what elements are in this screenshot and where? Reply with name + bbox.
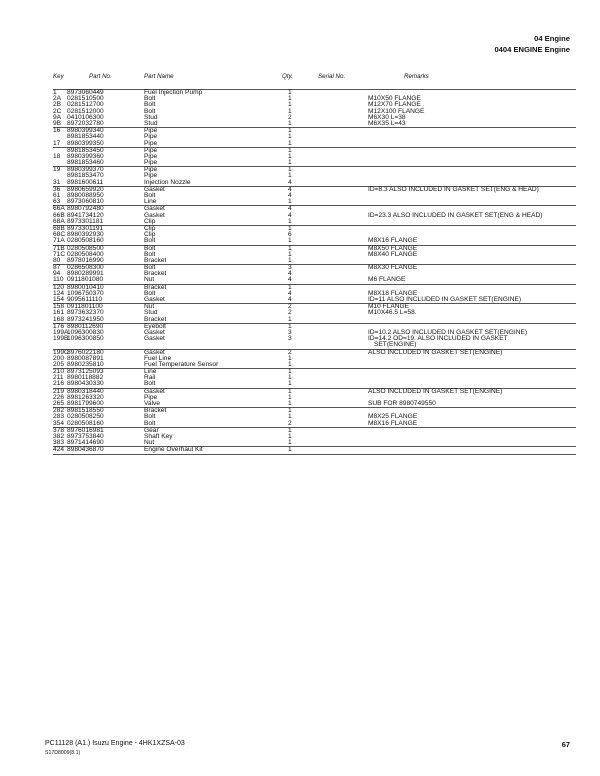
part-number-cell: 8980112690 xyxy=(67,322,104,330)
part-name-cell: Nut xyxy=(144,439,155,447)
part-name-cell: Bolt xyxy=(144,419,156,427)
part-number-cell: 8973241950 xyxy=(67,315,104,323)
qty-cell: 1 xyxy=(288,217,292,225)
part-number-cell: 8980235810 xyxy=(67,360,104,368)
part-name-cell: Fuel Line xyxy=(144,354,172,362)
part-name-cell: Bolt xyxy=(144,101,156,109)
part-number-cell: 0410106300 xyxy=(67,113,104,121)
key-cell: 16 xyxy=(53,127,61,135)
key-cell: 211 xyxy=(53,374,64,382)
part-name-cell: Pipe xyxy=(144,172,158,180)
key-cell: 154 xyxy=(53,296,65,303)
key-cell: 199C xyxy=(53,348,69,356)
part-number-cell: 8980118882 xyxy=(67,374,104,382)
table-row xyxy=(53,342,576,348)
footer-code: S17D8009(8.1) xyxy=(45,750,81,756)
key-cell: 2B xyxy=(53,101,62,109)
qty-cell: 1 xyxy=(288,374,292,382)
qty-cell: 4 xyxy=(288,192,292,199)
key-cell: 63 xyxy=(53,198,61,206)
part-name-cell: Fuel Temperature Sensor xyxy=(144,360,219,368)
key-cell: 2A xyxy=(53,95,62,103)
key-cell: 382 xyxy=(53,432,65,440)
key-cell: 19 xyxy=(53,166,61,174)
part-name-cell: Clip xyxy=(144,231,156,239)
qty-cell: 1 xyxy=(288,237,292,245)
remarks-cell: M8X16 FLANGE xyxy=(368,237,418,245)
qty-cell: 1 xyxy=(288,139,292,147)
qty-cell: 2 xyxy=(288,309,292,317)
key-cell: 87 xyxy=(53,264,61,272)
table-row xyxy=(53,141,576,147)
table-row xyxy=(53,297,576,303)
part-name-cell: Bolt xyxy=(144,413,156,421)
remarks-cell: M8X30 FLANGE xyxy=(368,264,418,272)
part-number-cell: 8980659920 xyxy=(67,185,104,193)
part-group xyxy=(53,245,576,265)
part-number-cell: 8980399370 xyxy=(67,166,104,174)
qty-cell: 1 xyxy=(288,107,292,115)
part-number-cell: 0281510500 xyxy=(67,95,104,103)
part-name-cell: Gasket xyxy=(144,335,165,343)
part-name-cell: Nut xyxy=(144,276,155,284)
qty-cell: 4 xyxy=(288,289,292,297)
part-name-cell: Fuel Injection Pump xyxy=(144,89,203,96)
key-cell: 424 xyxy=(53,446,65,454)
part-name-cell: Gasket xyxy=(144,328,165,336)
qty-cell: 1 xyxy=(288,244,292,252)
table-row xyxy=(53,219,576,225)
key-cell: 68A xyxy=(53,217,65,225)
part-number-cell: 8978016990 xyxy=(67,256,104,264)
qty-cell: 4 xyxy=(288,296,292,303)
part-name-cell: Gasket xyxy=(144,348,165,356)
key-cell: 31 xyxy=(53,178,61,186)
part-number-cell: 8980088950 xyxy=(67,192,104,199)
part-number-cell: 8980289991 xyxy=(67,270,104,278)
part-group xyxy=(53,368,576,388)
part-number-cell: 8973125093 xyxy=(67,368,104,376)
qty-cell: 3 xyxy=(288,264,292,272)
qty-cell: 4 xyxy=(288,270,292,278)
qty-cell: 4 xyxy=(288,185,292,193)
remarks-cell: ID=10.2 ALSO INCLUDED IN GASKET SET(ENGINE) xyxy=(368,328,528,336)
part-name-cell: Gasket xyxy=(144,296,165,303)
part-name-cell: Injection Nozzle xyxy=(144,178,191,186)
part-name-cell: Stud xyxy=(144,119,158,127)
part-number-cell: 1096750370 xyxy=(67,289,104,297)
part-number-cell: 1096300850 xyxy=(67,335,104,343)
key-cell: 80 xyxy=(53,256,61,264)
key-cell: 199A xyxy=(53,328,69,336)
key-cell: 265 xyxy=(53,400,65,407)
table-row xyxy=(53,121,576,127)
remarks-cell: M8X18 FLANGE xyxy=(368,289,418,297)
part-number-cell: 8941734120 xyxy=(67,211,104,219)
table-row xyxy=(53,362,576,368)
remarks-cell: M12X100 FLANGE xyxy=(368,107,425,115)
part-number-cell: 0280508500 xyxy=(67,244,104,252)
part-number-cell: 8980087891 xyxy=(67,354,104,362)
part-name-cell: Bolt xyxy=(144,237,156,245)
part-group xyxy=(53,427,576,447)
key-cell: 17 xyxy=(53,139,61,147)
key-cell: 9B xyxy=(53,119,62,127)
part-name-cell: Pipe xyxy=(144,146,158,154)
part-name-cell: Bolt xyxy=(144,192,156,199)
part-number-cell: 8973753840 xyxy=(67,432,104,440)
part-name-cell: Bolt xyxy=(144,264,156,272)
table-row xyxy=(53,277,576,283)
part-group xyxy=(53,407,576,427)
table-row xyxy=(53,401,576,407)
part-number-cell: 8981853470 xyxy=(67,172,104,180)
part-name-cell: Clip xyxy=(144,217,156,225)
part-name-cell: Bracket xyxy=(144,315,167,323)
qty-cell: 1 xyxy=(288,101,292,109)
part-name-cell: Pipe xyxy=(144,393,158,401)
remarks-cell: M10X50 FLANGE xyxy=(368,95,421,103)
part-name-cell: Gasket xyxy=(144,387,165,395)
part-number-cell: 8980792480 xyxy=(67,205,104,213)
part-name-cell: Pipe xyxy=(144,127,158,135)
key-cell: 71A xyxy=(53,237,65,245)
col-serial-header: Serial No. xyxy=(318,73,346,80)
part-number-cell: 8980392930 xyxy=(67,231,104,239)
part-group xyxy=(53,349,576,369)
qty-cell: 1 xyxy=(288,198,292,206)
part-number-cell: 8981799600 xyxy=(67,400,104,407)
part-name-cell: Engine Overhaul Kit xyxy=(144,446,203,454)
qty-cell: 4 xyxy=(288,205,292,213)
col-key-header: Key xyxy=(53,73,64,80)
part-number-cell: 8980010410 xyxy=(67,283,104,291)
part-number-cell: 8981518550 xyxy=(67,407,104,415)
part-name-cell: Stud xyxy=(144,113,158,121)
part-group xyxy=(53,205,576,225)
part-number-cell: 8981600611 xyxy=(67,178,104,186)
part-name-cell: Valve xyxy=(144,400,161,407)
part-number-cell: 0286508300 xyxy=(67,264,104,272)
key-cell: 205 xyxy=(53,360,65,368)
part-name-cell: Pipe xyxy=(144,159,158,167)
qty-cell: 1 xyxy=(288,250,292,258)
part-number-cell: 8973301191 xyxy=(67,224,104,232)
key-cell: 2C xyxy=(53,107,62,115)
part-number-cell: 8972032780 xyxy=(67,119,104,127)
qty-cell: 2 xyxy=(288,303,292,311)
qty-cell: 1 xyxy=(288,446,292,454)
qty-cell: 3 xyxy=(288,335,292,343)
part-name-cell: Bolt xyxy=(144,250,156,258)
table-row xyxy=(53,447,576,453)
part-name-cell: Pipe xyxy=(144,133,158,141)
key-cell: 71C xyxy=(53,250,66,258)
qty-cell: 1 xyxy=(288,146,292,154)
part-name-cell: Line xyxy=(144,368,157,376)
qty-cell: 4 xyxy=(288,178,292,186)
part-name-cell: Shaft Key xyxy=(144,432,173,440)
key-cell: 354 xyxy=(53,419,65,427)
key-cell: 66B xyxy=(53,211,65,219)
part-group xyxy=(53,127,576,147)
key-cell: 216 xyxy=(53,380,65,388)
qty-cell: 1 xyxy=(288,127,292,135)
key-cell: 68B xyxy=(53,224,65,232)
qty-cell: 1 xyxy=(288,432,292,440)
qty-cell: 1 xyxy=(288,315,292,323)
key-cell: 61 xyxy=(53,192,61,199)
qty-cell: 1 xyxy=(288,368,292,376)
part-name-cell: Bracket xyxy=(144,270,167,278)
col-qty-header: Qty. xyxy=(282,73,293,80)
table-row xyxy=(53,421,576,427)
qty-cell: 1 xyxy=(288,393,292,401)
parts-table xyxy=(53,89,576,455)
table-row xyxy=(53,199,576,205)
part-name-cell: Stud xyxy=(144,309,158,317)
qty-cell: 4 xyxy=(288,276,292,284)
qty-cell: 1 xyxy=(288,354,292,362)
remarks-cell: M12X70 FLANGE xyxy=(368,101,421,109)
qty-cell: 1 xyxy=(288,224,292,232)
remarks-cell: ALSO INCLUDED IN GASKET SET(ENGINE) xyxy=(368,348,503,356)
part-name-cell: Bolt xyxy=(144,107,156,115)
part-number-cell: 0911801080 xyxy=(67,276,104,284)
remarks-cell: M8X16 FLANGE xyxy=(368,419,418,427)
qty-cell: 1 xyxy=(288,387,292,395)
remarks-cell: M6X30 L=38 xyxy=(368,113,406,121)
table-row xyxy=(53,381,576,387)
key-cell: 161 xyxy=(53,309,65,317)
key-cell: 158 xyxy=(53,303,65,311)
qty-cell: 4 xyxy=(288,211,292,219)
part-name-cell: Eyebolt xyxy=(144,322,166,330)
part-group xyxy=(53,303,576,323)
part-name-cell: Nut xyxy=(144,303,155,311)
part-group xyxy=(53,446,576,454)
part-group xyxy=(53,264,576,284)
remarks-cell: M10X46.5 L=58. xyxy=(368,309,417,317)
qty-cell: 1 xyxy=(288,119,292,127)
part-group xyxy=(53,284,576,304)
part-number-cell: 8981853450 xyxy=(67,146,104,154)
col-part-no-header: Part No. xyxy=(89,73,112,80)
key-cell: 36 xyxy=(53,185,61,193)
qty-cell: 1 xyxy=(288,172,292,180)
part-number-cell: 8981853460 xyxy=(67,159,104,167)
key-cell: 199B xyxy=(53,335,69,343)
remarks-cell: SET(ENGINE) xyxy=(374,341,417,349)
qty-cell: 1 xyxy=(288,413,292,421)
part-name-cell: Bracket xyxy=(144,256,167,264)
key-cell: 283 xyxy=(53,413,65,421)
group-title: 0404 ENGINE Engine xyxy=(494,45,570,54)
remarks-cell: M8X50 FLANGE xyxy=(368,244,418,252)
qty-cell: 2 xyxy=(288,348,292,356)
remarks-cell: M10 FLANGE xyxy=(368,303,410,311)
key-cell: 94 xyxy=(53,270,61,278)
part-group xyxy=(53,89,576,127)
page-number: 67 xyxy=(561,740,570,749)
part-name-cell: Bracket xyxy=(144,407,167,415)
remarks-cell: ID=14.2 OD=19. ALSO INCLUDED IN GASKET xyxy=(368,335,508,343)
key-cell: 210 xyxy=(53,368,65,376)
part-group xyxy=(53,147,576,167)
key-cell: 120 xyxy=(53,283,65,291)
part-name-cell: Bracket xyxy=(144,283,167,291)
section-title: 04 Engine xyxy=(534,34,570,43)
part-number-cell: 8980399350 xyxy=(67,139,104,147)
part-number-cell: 8980436870 xyxy=(67,446,104,454)
key-cell: 110 xyxy=(53,276,64,284)
col-part-name-header: Part Name xyxy=(144,73,174,80)
part-name-cell: Gear xyxy=(144,426,159,434)
part-name-cell: Line xyxy=(144,198,157,206)
qty-cell: 1 xyxy=(288,95,292,103)
qty-cell: 1 xyxy=(288,400,292,407)
key-cell: 68C xyxy=(53,231,66,239)
part-name-cell: Gasket xyxy=(144,185,165,193)
part-name-cell: Bolt xyxy=(144,380,156,388)
remarks-cell: M6X35 L=43 xyxy=(368,119,406,127)
qty-cell: 2 xyxy=(288,419,292,427)
part-group xyxy=(53,166,576,186)
key-cell: 200 xyxy=(53,354,65,362)
remarks-cell: ID=11 ALSO INCLUDED IN GASKET SET(ENGINE) xyxy=(368,296,522,303)
key-cell: 378 xyxy=(53,426,65,434)
key-cell: 383 xyxy=(53,439,65,447)
qty-cell: 1 xyxy=(288,407,292,415)
qty-cell: 1 xyxy=(288,380,292,388)
part-number-cell: 0280508400 xyxy=(67,250,104,258)
part-number-cell: 0281512700 xyxy=(67,101,104,109)
col-remarks-header: Remarks xyxy=(404,73,429,80)
remarks-cell: ID=8.3 ALSO INCLUDED IN GASKET SET(ENG & HEAD) xyxy=(368,185,539,193)
key-cell: 9A xyxy=(53,113,62,121)
qty-cell: 1 xyxy=(288,89,292,96)
remarks-cell: ID=23.3 ALSO INCLUDED IN GASKET SET(ENG & HEAD) xyxy=(368,211,543,219)
qty-cell: 1 xyxy=(288,166,292,174)
remarks-cell: ALSO INCLUDED IN GASKET SET(ENGINE) xyxy=(368,387,503,395)
footer-model: PC11128 (A1.) Isuzu Engine - 4HK1XZSA-03 xyxy=(45,740,185,747)
part-number-cell: 8981853440 xyxy=(67,133,104,141)
key-cell: 219 xyxy=(53,387,65,395)
part-name-cell: Pipe xyxy=(144,139,158,147)
key-cell: 18 xyxy=(53,152,61,160)
key-cell: 168 xyxy=(53,315,65,323)
key-cell: 66A xyxy=(53,205,65,213)
qty-cell: 1 xyxy=(288,152,292,160)
part-number-cell: 9095611110 xyxy=(67,296,103,303)
part-number-cell: 0281512000 xyxy=(67,107,104,115)
part-number-cell: 8971414690 xyxy=(67,439,104,447)
qty-cell: 3 xyxy=(288,328,292,336)
part-number-cell: 0911801100 xyxy=(67,303,103,311)
part-name-cell: Bolt xyxy=(144,95,156,103)
qty-cell: 1 xyxy=(288,426,292,434)
key-cell: 282 xyxy=(53,407,65,415)
key-cell: 176 xyxy=(53,322,65,330)
qty-cell: 6 xyxy=(288,231,292,239)
part-group xyxy=(53,225,576,245)
part-number-cell: 8976016981 xyxy=(67,426,104,434)
part-number-cell: 0280508160 xyxy=(67,237,104,245)
table-row xyxy=(53,317,576,323)
remarks-cell: M6 FLANGE xyxy=(368,276,406,284)
part-name-cell: Clip xyxy=(144,224,156,232)
part-name-cell: Rail xyxy=(144,374,156,382)
part-name-cell: Gasket xyxy=(144,211,165,219)
table-row xyxy=(53,180,576,186)
part-number-cell: 8973301181 xyxy=(67,217,104,225)
key-cell: 71B xyxy=(53,244,65,252)
part-number-cell: 8973060449 xyxy=(67,89,104,96)
part-number-cell: 8981263320 xyxy=(67,393,104,401)
table-row xyxy=(53,160,576,166)
remarks-cell: M8X40 FLANGE xyxy=(368,250,418,258)
table-row xyxy=(53,440,576,446)
qty-cell: 1 xyxy=(288,322,292,330)
part-name-cell: Bolt xyxy=(144,244,156,252)
key-cell: 124 xyxy=(53,289,65,297)
part-number-cell: 8980399360 xyxy=(67,152,104,160)
part-name-cell: Pipe xyxy=(144,152,158,160)
part-group xyxy=(53,388,576,408)
qty-cell: 1 xyxy=(288,256,292,264)
qty-cell: 1 xyxy=(288,133,292,141)
part-number-cell: 8980430330 xyxy=(67,380,104,388)
part-number-cell: 8973632370 xyxy=(67,309,104,317)
key-cell: 226 xyxy=(53,393,65,401)
qty-cell: 1 xyxy=(288,159,292,167)
key-cell: 1 xyxy=(53,89,57,96)
qty-cell: 2 xyxy=(288,113,292,121)
part-number-cell: 8976022180 xyxy=(67,348,104,356)
qty-cell: 1 xyxy=(288,283,292,291)
part-name-cell: Gasket xyxy=(144,205,165,213)
table-row xyxy=(53,238,576,244)
part-number-cell: 0280508160 xyxy=(67,419,104,427)
qty-cell: 1 xyxy=(288,360,292,368)
part-number-cell: 8973060810 xyxy=(67,198,104,206)
part-name-cell: Pipe xyxy=(144,166,158,174)
remarks-cell: M8X25 FLANGE xyxy=(368,413,418,421)
part-group xyxy=(53,186,576,206)
part-number-cell: 8980399340 xyxy=(67,127,104,135)
qty-cell: 1 xyxy=(288,439,292,447)
remarks-cell: SUB FOR 8980749550 xyxy=(368,400,436,407)
part-number-cell: 1096300830 xyxy=(67,328,104,336)
part-name-cell: Bolt xyxy=(144,289,156,297)
part-number-cell: 0280508250 xyxy=(67,413,104,421)
table-row xyxy=(53,258,576,264)
part-number-cell: 8980318440 xyxy=(67,387,104,395)
part-group xyxy=(53,323,576,349)
